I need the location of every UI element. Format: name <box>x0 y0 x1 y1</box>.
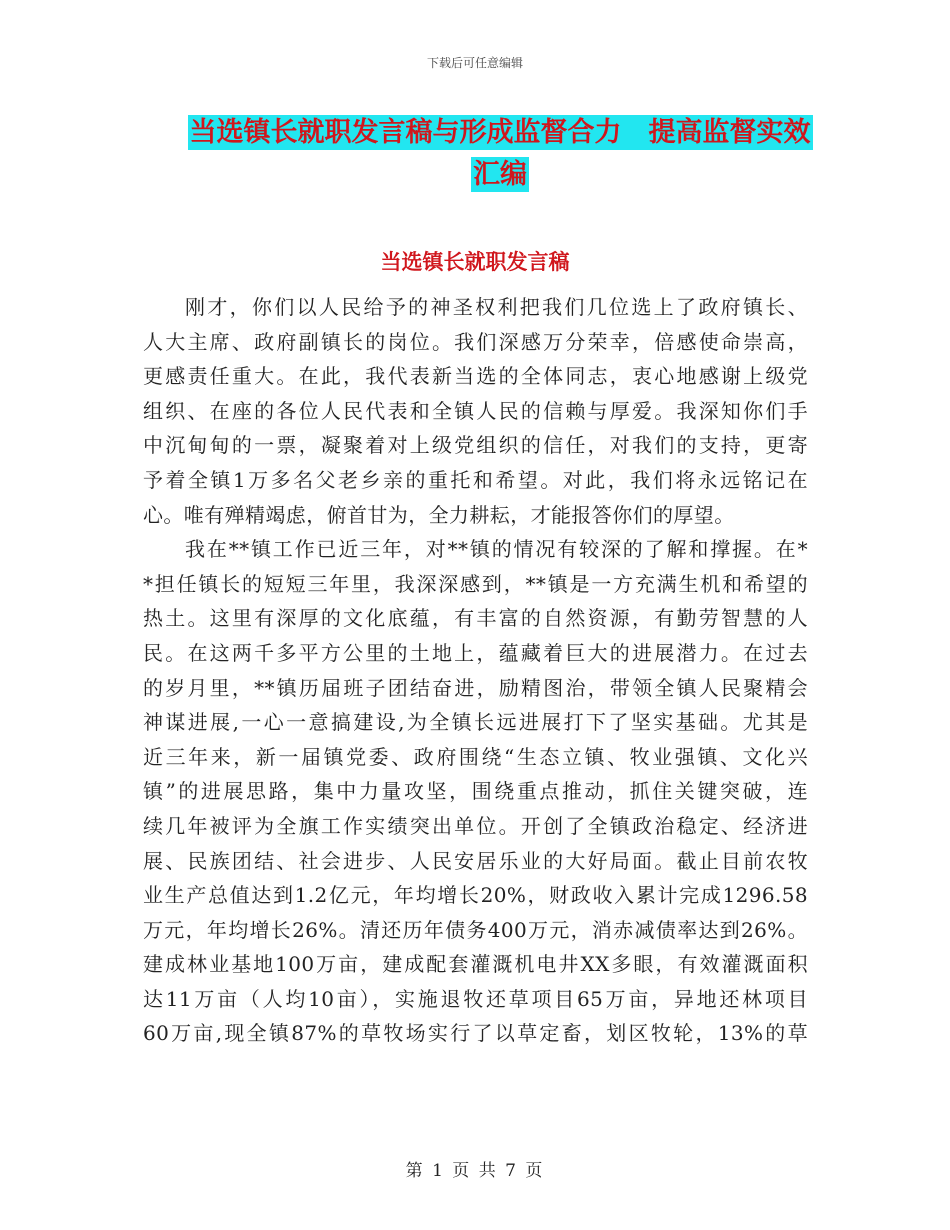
paragraph-1-line: 中沉甸甸的一票，凝聚着对上级党组织的信任，对我们的支持，更寄 <box>143 433 808 458</box>
page-footer: 第 1 页 共 7 页 <box>405 1161 545 1181</box>
paragraph-1-line: 予着全镇1万多名父老乡亲的重托和希望。对此，我们将永远铭记在 <box>143 467 808 492</box>
paragraph-2-line: 达11万亩（人均10亩），实施退牧还草项目65万亩，异地还林项目 <box>143 986 808 1011</box>
paragraph-2-line: 60万亩,现全镇87%的草牧场实行了以草定畜，划区牧轮，13%的草 <box>143 1021 808 1046</box>
paragraph-2-line: 我在**镇工作已近三年，对**镇的情况有较深的了解和撑握。在* <box>185 537 808 562</box>
paragraph-1-line: 刚才，你们以人民给予的神圣权利把我们几位选上了政府镇长、 <box>185 295 808 319</box>
paragraph-2-line: 建成林业基地100万亩，建成配套灌溉机电井XX多眼，有效灌溉面积 <box>143 952 808 977</box>
paragraph-2-line: 展、民族团结、社会进步、人民安居乐业的大好局面。截止目前农牧 <box>143 848 808 873</box>
paragraph-2-line: 民。在这两千多平方公里的土地上，蕴藏着巨大的进展潜力。在过去 <box>143 640 808 665</box>
header-note: 下载后可任意编辑 <box>426 56 523 70</box>
paragraph-1-line: 人大主席、政府副镇长的岗位。我们深感万分荣幸，倍感使命崇高， <box>143 329 808 354</box>
paragraph-2-line: 近三年来，新一届镇党委、政府围绕“生态立镇、牧业强镇、文化兴 <box>143 744 808 769</box>
paragraph-2-line: 万元，年均增长26%。清还历年债务400万元，消赤减债率达到26%。 <box>143 917 808 942</box>
paragraph-2-line: 神谋进展,一心一意搞建设,为全镇长远进展打下了坚实基础。尤其是 <box>143 710 808 735</box>
title-line-1-text: 当选镇长就职发言稿与形成监督合力 提高监督实效 <box>189 117 811 148</box>
paragraph-1-line: 组织、在座的各位人民代表和全镇人民的信赖与厚爱。我深知你们手 <box>143 398 808 423</box>
body-text <box>143 290 808 1051</box>
section-title: 当选镇长就职发言稿 <box>380 250 570 274</box>
paragraph-1-line: 心。唯有殚精竭虑，俯首甘为，全力耕耘，才能报答你们的厚望。 <box>143 502 735 527</box>
paragraph-2-line: 业生产总值达到1.2亿元，年均增长20%，财政收入累计完成1296.58 <box>143 883 808 908</box>
title-line-2-text: 汇编 <box>473 159 527 190</box>
paragraph-2-line: 的岁月里，**镇历届班子团结奋进，励精图治，带领全镇人民聚精会 <box>143 675 808 700</box>
paragraph-1-line: 更感责任重大。在此，我代表新当选的全体同志，衷心地感谢上级党 <box>143 364 808 389</box>
document-title-line-2 <box>170 150 830 200</box>
paragraph-2-line: 镇”的进展思路，集中力量攻坚，围绕重点推动，抓住关键突破，连 <box>143 779 808 804</box>
paragraph-2-line: *担任镇长的短短三年里，我深深感到，**镇是一方充满生机和希望的 <box>143 571 808 596</box>
paragraph-2-line: 续几年被评为全旗工作实绩突出单位。开创了全镇政治稳定、经济进 <box>143 813 808 838</box>
paragraph-2-line: 热土。这里有深厚的文化底蕴，有丰富的自然资源，有勤劳智慧的人 <box>143 606 808 631</box>
